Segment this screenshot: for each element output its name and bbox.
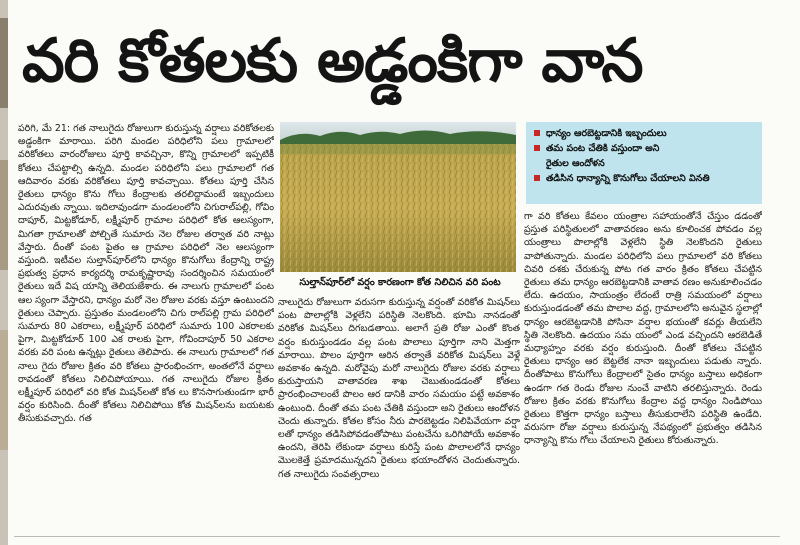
headline: వరి కోతలకు అడ్డంకిగా వాన [22,26,643,96]
page-divider [14,536,780,537]
highlight-text: తడిసిన ధాన్యాన్ని కొనుగోలు చేయాలని వినతి [546,173,710,184]
paddy-field-image [280,122,516,272]
edge-photo-2 [0,160,8,270]
highlight-item [534,171,754,186]
square-bullet-icon [534,175,540,181]
square-bullet-icon [534,145,540,151]
article-column-2: నాలుగైదు రోజులుగా వరుసగా కురుస్తున్న వర్షంతో వరికోత మిషన్‌లు పంట పొలాల్లోకి వెళ్లలేని పరిస్థితి నెలకొంది. భూమి నానడంతో వరికోత మిషన్‌లు దిగబడతాయి. అలాగే ప్రతి రోజు ఎంతో కొంత వర్షం కురుస్తుండడం వల్ల పంట పొలాలు పూర్తిగా నాని మెత్తగా మారాయి. పొలం పూర్తిగా ఆరిన తర్వాతే వరికోత మిషన్‌లు వెళ్లే అవకాశం ఉన్నది. మరోవైపు మరో నాలుగైదు రోజుల వరకు వర్షాలు కురుస్తాయని వాతావరణ శాఖ చెబుతుండడంతో కోతలు ప్రారంభించాలంటే పొలం ఆర డానికి వారం సమయం పట్టే అవకాశం ఉంటుంది. దీంతో తమ పంట చేతికి వస్తుందా అని రైతులు ఆందోళన చెందు తున్నారు. కోతల కోసం నీరు పారబెట్టడం నిలిపివేయగా వర్షా లతో ధాన్యం తడిసిపోవడంతోపాటు పంటచేను ఒరిగిపోయే అవకాశం ఉందని, తెరిపి లేకుండా వర్షాలు కురిస్తే పంట పొలాలలోనే ధాన్యం మొలకెత్తే ప్రమాదమున్నదని రైతులు భయాందోళన చెందుతున్నారు. గత నాలుగైదు సంవత్సరాలు [278,297,520,480]
highlights-box [526,122,762,204]
highlight-text: ధాన్యం ఆరబెట్టడానికి ఇబ్బందులు [546,128,667,139]
highlight-text: తమ పంట చేతికి వస్తుందా అని [546,143,660,154]
edge-photo-1 [0,18,8,108]
edge-photo-3 [0,330,8,450]
paddy-field-photo [280,122,516,272]
article-column-3: గా వరి కోతలు కేవలం యంత్రాల సహాయంతోనే చేస్తుం డడంతో ప్రస్తుత పరిస్థితులలో వాతావరణం అను కూలించక పోవడం వల్ల యంత్రాలు పొలాల్లోకి వెళ్లలేని స్థితి నెలకొందని రైతులు వాపోతున్నారు. మండల పరిధిలోని పలు గ్రామాలలో వరి కోతలు చివరి దశకు చేరుకున్న పోట గత వారం క్రితం కోతలు చేపట్టిన రైతులు తమ ధాన్యం ఆరబెట్టడానికి వాతావ రణం అనుకూలించడం లేదు. ఉదయం, సాయంత్రం లేదంటే రాత్రి సమయంలో వర్షాలు కురుస్తుండడంతో తమ పొలాల వద్ద, గ్రామాలలోని అనువైన స్థలాల్లో ధాన్యం ఆరబెట్టడానికి పోసినా వర్షాల భయంతో కవర్లు తీయలేని స్థితి నెలకొంది. ఉదయం సమ యంలో ఎండ వచ్చిందని ఆరబెడితే మధ్యాహ్నం వరకు వర్షం కురుస్తుంది. దీంతో కోతలు చేపట్టిన రైతులు ధాన్యం ఆర బెట్టలేక నానా ఇబ్బందులు పడుతు న్నారు. దీంతోపాటు కొనుగోలు కేంద్రాలలో సైతం ధాన్యం బస్తాలు అధికంగా ఉండగా గత రెండు రోజుల నుంచే వాటిని తరలిస్తున్నారు. రెండు రోజుల క్రితం వరకు కొనుగోలు కేంద్రాల వద్ద ధాన్యం నిండిపోయి రైతులు కొత్తగా ధాన్యం బస్తాలు తీసుకురాలేని పరిస్థితి ఉండేది. వరుసగా రోజు వర్షాలు కురుస్తున్న నేపథ్యంలో ప్రభుత్వం తడిసిన ధాన్యాన్ని కొను గోలు చేయాలని రైతులు కోరుతున్నారు. [524,211,762,447]
highlight-text-continued: రైతుల ఆందోళన [546,158,605,169]
square-bullet-icon [534,130,540,136]
photo-caption: సుల్తాన్‌పూర్‌లో వర్షం కారణంగా కోత నిలిచిన వరి పంట [299,277,501,288]
adjacent-article-edge [0,0,8,545]
article-column-1: పరిగి, మే 21: గత నాలుగైదు రోజులుగా కురుస్తున్న వర్షాలు వరికోతలకు అడ్డంకిగా మారాయి. పరిగి మండల పరిధిలోని పలు గ్రామాలలో వరికోతలు వారంరోజులు పూర్తి కావచ్చినా, కొన్ని గ్రామాలలో ఇప్పటికీ కోతలు చేపట్టాల్సి ఉన్నది. మండల పరిధిలోని పలు గ్రామాలలో గత ఆదివారం వరకు వరికోతలు పూర్తి కావచ్చాయి. కోతలు పూర్తి చేసిన రైతులు ధాన్యం కొను గోలు కేంద్రాలకు తరలిద్దామంటే ఇబ్బందులు ఎదురవుతు న్నాయి. ఇదిలావుండగా మండలంలోని చిగురాల్‌పల్లి, గోవిం దాపూర్, మిట్టకోడూర్, లక్ష్మీపూర్ గ్రామాల పరిధిలో కోత ఆలస్యంగా, మిగతా గ్రామాలతో పోల్చితే సుమారు నెల రోజుల తర్వాత వరి నాట్లు వేస్తారు. దీంతో పంట పైతం ఆ గ్రామాల పరిధిలో నెల ఆలస్యంగా వస్తుంది. ఇటీవల సుల్తాన్‌పూర్‌లోని ధాన్యం కొనుగోలు కేంద్రాన్ని రాష్ట్ర ప్రభుత్వ ప్రధాన కార్యదర్శి రామకృష్ణారావు సందర్శించిన సమయంలో రైతులు ఇదే విష యాన్ని తెలియజేశారు. ఈ నాలుగు గ్రామాలలో పంట ఆల స్యంగా వేస్తారని, ధాన్యం మరో నెల రోజుల వరకు వస్తూ ఉంటుందని రైతులు చెప్పారు. ప్రస్తుతం మండలంలోని చిగు రాల్‌పల్లి గ్రామ పరిధిలో సుమారు 80 ఎకరాలు, లక్ష్మీపూర్ పరిధిలో సుమారు 100 ఎకరాలకు పైగా, మిట్టకోడూర్ 100 ఎక రాలకు పైగా, గోవిందాపూర్ 50 ఎకరాల వరకు వరి పంట ఉన్నట్లు రైతులు తెలిపారు. ఈ నాలుగు గ్రామాలలో గత నాలు గైదు రోజుల క్రితం వరి కోతలు ప్రారంభించగా, అంతలోనే వర్షాలు రావడంతో కోతలు నిలిచిపోయాయి. గత నాలుగైదు రోజుల క్రితం లక్ష్మీపూర్ పరిధిలో వరి కోత మిషన్‌లతో కోత లు కొనసాగుతుండగా భారీ వర్షం కురిసింది. దీంతో కోతలు నిలిచిపోయి కోత మిషన్‌లను బయటకు తీసుకువచ్చారు. గత [18,123,274,425]
highlight-item [534,141,754,156]
highlight-item [534,126,754,141]
